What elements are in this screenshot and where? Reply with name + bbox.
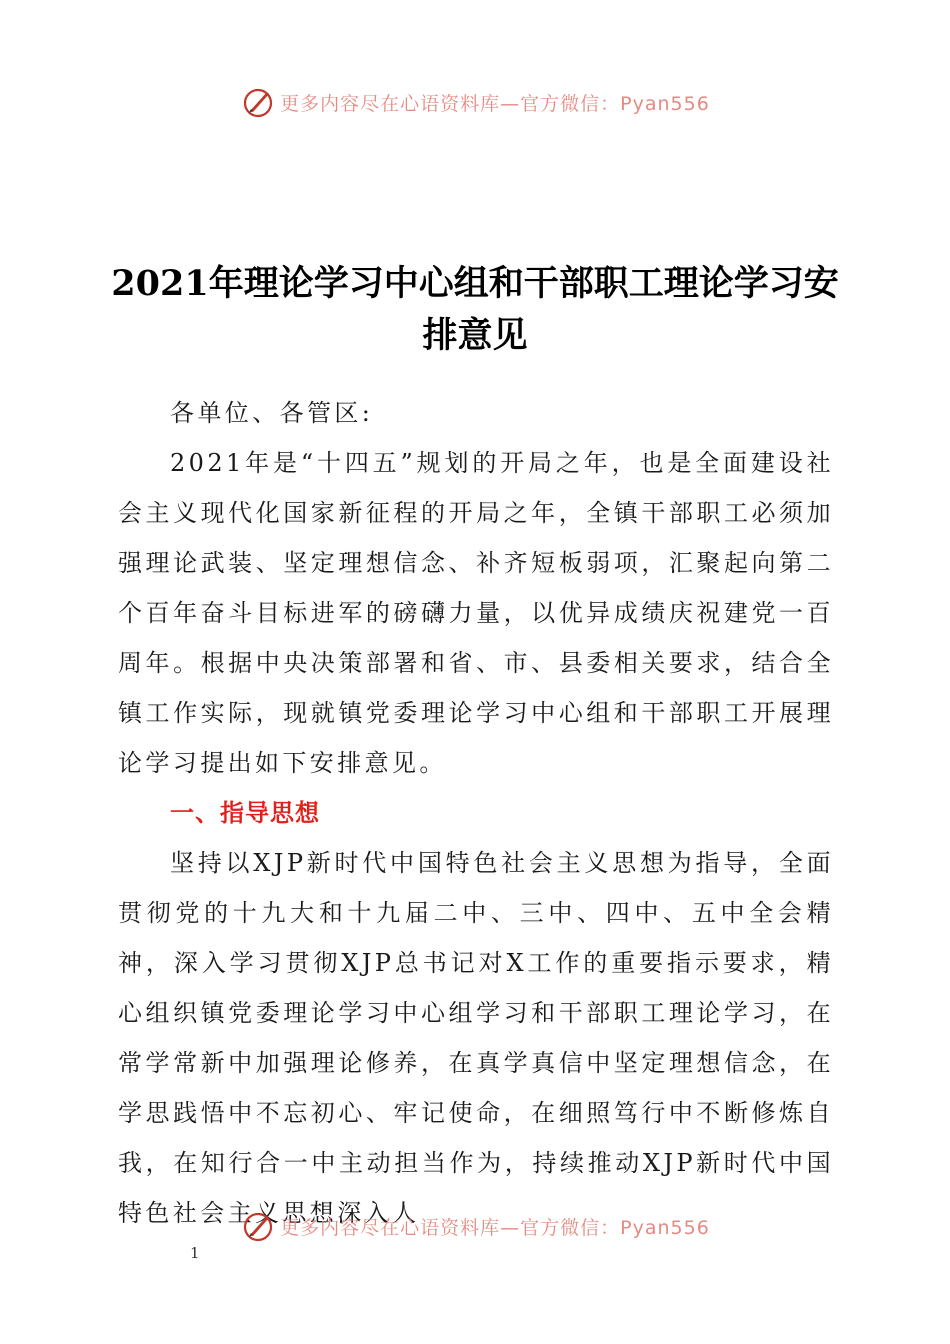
watermark-text: 更多内容尽在心语资料库—官方微信：Pyan556 [280,1216,710,1239]
quill-pen-circle-icon [240,84,276,120]
intro-paragraph: 2021年是“十四五”规划的开局之年，也是全面建设社会主义现代化国家新征程的开局之年，全镇干部职工必须加强理论武装、坚定理想信念、补齐短板弱项，汇聚起向第二个百年奋斗目标进军的磅礴力量，以优异成绩庆祝建党一百周年。根据中央决策部署和省、市、县委相关要求，结合全镇工作实际，现就镇党委理论学习中心组和干部职工开展理论学习提出如下安排意见。 [118,449,834,777]
document-body [118,388,834,1238]
watermark-text: 更多内容尽在心语资料库—官方微信：Pyan556 [280,92,710,115]
header-watermark [0,82,950,122]
footer-watermark [0,1206,950,1246]
document-title [100,258,850,362]
page-number: 1 [190,1244,200,1262]
quill-pen-circle-icon [240,1208,276,1244]
guiding-ideology-paragraph: 坚持以XJP新时代中国特色社会主义思想为指导，全面贯彻党的十九大和十九届二中、三中、四中、五中全会精神，深入学习贯彻XJP总书记对X工作的重要指示要求，精心组织镇党委理论学习中心组学习和干部职工理论学习，在常学常新中加强理论修养，在真学真信中坚定理想信念，在学思践悟中不忘初心、牢记使命，在细照笃行中不断修炼自我，在知行合一中主动担当作为，持续推动XJP新时代中国特色社会主义思想深入人 [118,849,834,1227]
salutation: 各单位、各管区: [170,399,374,427]
section-heading-guiding-ideology: 一、指导思想 [170,799,320,827]
title-line-1: 2021年理论学习中心组和干部职工理论学习安 [111,263,839,304]
title-line-2: 排意见 [422,315,528,356]
